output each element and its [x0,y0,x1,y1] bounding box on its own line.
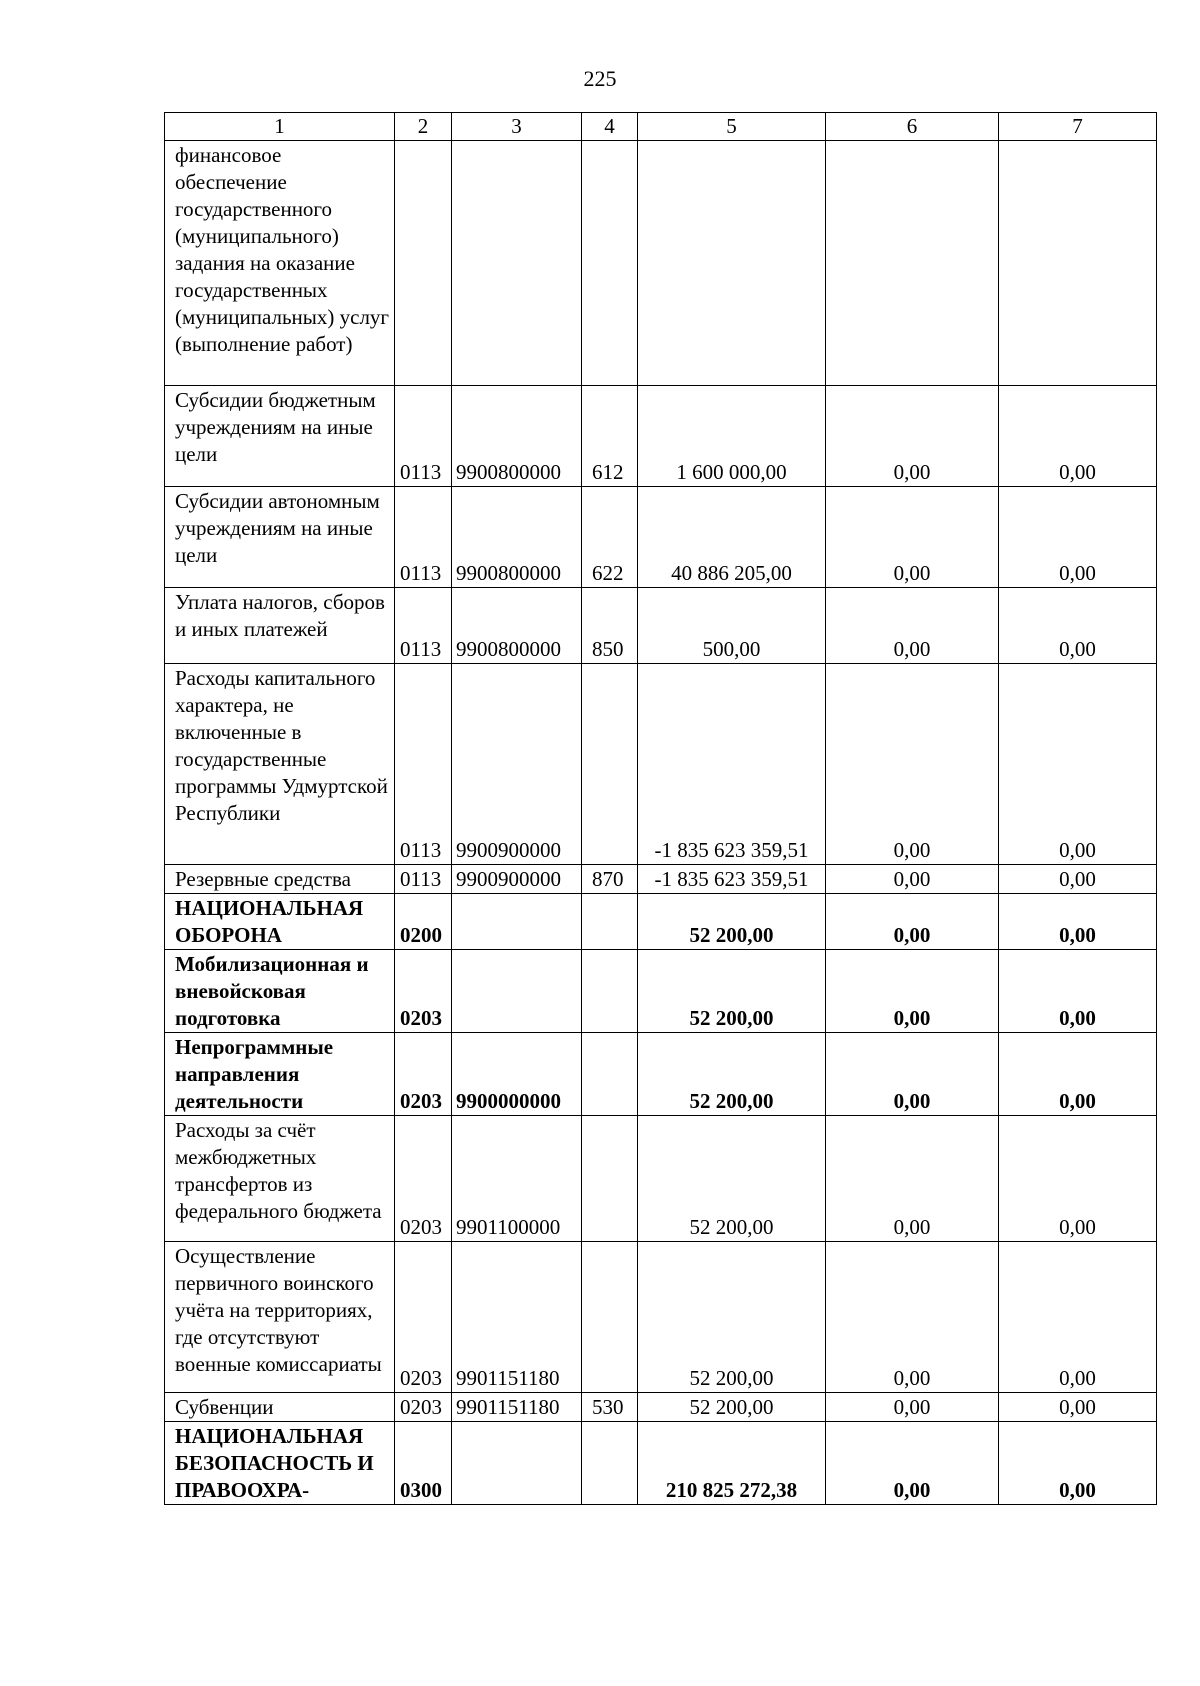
amount-col6-cell: 0,00 [826,386,999,487]
amount-col6-cell: 0,00 [826,1116,999,1242]
expense-type-cell [582,950,638,1033]
target-code-cell: 9900800000 [452,386,582,487]
section-code-cell: 0113 [395,664,452,865]
section-code-cell: 0300 [395,1422,452,1505]
amount-col7-cell: 0,00 [999,1116,1157,1242]
amount-col6-cell: 0,00 [826,1033,999,1116]
target-code-cell: 9901151180 [452,1242,582,1393]
table-row [165,865,1157,894]
expense-type-cell [582,1116,638,1242]
row-name-cell: Субсидии бюджетным учреждениям на иные цели [165,386,395,487]
amount-col5-cell: 500,00 [638,588,826,664]
amount-col7-cell: 0,00 [999,487,1157,588]
target-code-cell: 9900800000 [452,588,582,664]
section-code-cell: 0203 [395,1033,452,1116]
amount-col5-cell: 52 200,00 [638,1242,826,1393]
section-code-cell: 0203 [395,950,452,1033]
table-row [165,1116,1157,1242]
row-name-cell: Непрограммные направления деятельности [165,1033,395,1116]
section-code-cell: 0113 [395,588,452,664]
table-row [165,1033,1157,1116]
target-code-cell: 9900800000 [452,487,582,588]
section-code-cell: 0200 [395,894,452,950]
expense-type-cell [582,894,638,950]
section-code-cell: 0203 [395,1116,452,1242]
amount-col5-cell: 52 200,00 [638,1033,826,1116]
table-row [165,950,1157,1033]
table-row [165,386,1157,487]
column-header: 5 [638,113,826,141]
column-header: 4 [582,113,638,141]
table-row [165,1242,1157,1393]
target-code-cell: 9901151180 [452,1393,582,1422]
amount-col7-cell: 0,00 [999,1422,1157,1505]
row-name-cell: Субсидии автономным учреждениям на иные цели [165,487,395,588]
target-code-cell [452,141,582,386]
table-row [165,141,1157,386]
amount-col7-cell: 0,00 [999,894,1157,950]
row-name-cell: Осуществление первичного воинского учёта на территориях, где отсутствуют военные комиссариаты [165,1242,395,1393]
amount-col5-cell [638,141,826,386]
section-code-cell: 0203 [395,1242,452,1393]
expense-type-cell: 530 [582,1393,638,1422]
section-code-cell [395,141,452,386]
amount-col5-cell: 1 600 000,00 [638,386,826,487]
row-name-cell: Мобилизационная и вневойсковая подготовка [165,950,395,1033]
amount-col7-cell: 0,00 [999,1033,1157,1116]
row-name-cell: Расходы за счёт межбюджетных трансфертов из федерального бюджета [165,1116,395,1242]
amount-col6-cell: 0,00 [826,487,999,588]
amount-col6-cell: 0,00 [826,1393,999,1422]
row-name-cell: Уплата налогов, сборов и иных платежей [165,588,395,664]
target-code-cell [452,1422,582,1505]
amount-col7-cell: 0,00 [999,1393,1157,1422]
amount-col5-cell: -1 835 623 359,51 [638,664,826,865]
page-number: 225 [583,66,617,91]
amount-col7-cell: 0,00 [999,664,1157,865]
amount-col7-cell: 0,00 [999,1242,1157,1393]
amount-col5-cell: 40 886 205,00 [638,487,826,588]
amount-col6-cell: 0,00 [826,1422,999,1505]
amount-col6-cell: 0,00 [826,1242,999,1393]
header-row [165,113,1157,141]
amount-col5-cell: 52 200,00 [638,894,826,950]
target-code-cell: 9900900000 [452,664,582,865]
section-code-cell: 0203 [395,1393,452,1422]
expense-type-cell [582,664,638,865]
section-code-cell: 0113 [395,386,452,487]
table-row [165,1393,1157,1422]
target-code-cell [452,894,582,950]
amount-col6-cell: 0,00 [826,588,999,664]
row-name-cell: Расходы капитального характера, не включенные в государственные программы Удмуртской Республики [165,664,395,865]
column-header: 3 [452,113,582,141]
expense-type-cell: 870 [582,865,638,894]
amount-col7-cell [999,141,1157,386]
expense-type-cell: 612 [582,386,638,487]
target-code-cell: 9900900000 [452,865,582,894]
amount-col5-cell: -1 835 623 359,51 [638,865,826,894]
amount-col6-cell [826,141,999,386]
amount-col7-cell: 0,00 [999,386,1157,487]
row-name-cell: Субвенции [165,1393,395,1422]
expense-type-cell [582,1242,638,1393]
section-code-cell: 0113 [395,487,452,588]
table-row [165,664,1157,865]
expense-type-cell [582,1422,638,1505]
amount-col7-cell: 0,00 [999,865,1157,894]
table-body [165,141,1157,1505]
amount-col5-cell: 210 825 272,38 [638,1422,826,1505]
row-name-cell: финансовое обеспечение государственного (муниципального) задания на оказание государственных (муниципальных) услуг (выполнение работ) [165,141,395,386]
expense-type-cell: 622 [582,487,638,588]
budget-table [164,112,1157,1505]
table-row [165,894,1157,950]
column-header: 6 [826,113,999,141]
amount-col5-cell: 52 200,00 [638,1393,826,1422]
column-header: 2 [395,113,452,141]
amount-col7-cell: 0,00 [999,950,1157,1033]
amount-col5-cell: 52 200,00 [638,950,826,1033]
table-row [165,487,1157,588]
section-code-cell: 0113 [395,865,452,894]
amount-col6-cell: 0,00 [826,865,999,894]
target-code-cell: 9901100000 [452,1116,582,1242]
table-row [165,1422,1157,1505]
amount-col6-cell: 0,00 [826,950,999,1033]
expense-type-cell [582,1033,638,1116]
column-header: 7 [999,113,1157,141]
row-name-cell: НАЦИОНАЛЬНАЯ ОБОРОНА [165,894,395,950]
row-name-cell: НАЦИОНАЛЬНАЯ БЕЗОПАСНОСТЬ И ПРАВООХРА- [165,1422,395,1505]
amount-col6-cell: 0,00 [826,664,999,865]
table-row [165,588,1157,664]
target-code-cell: 9900000000 [452,1033,582,1116]
row-name-cell: Резервные средства [165,865,395,894]
amount-col7-cell: 0,00 [999,588,1157,664]
amount-col5-cell: 52 200,00 [638,1116,826,1242]
expense-type-cell: 850 [582,588,638,664]
amount-col6-cell: 0,00 [826,894,999,950]
column-header: 1 [165,113,395,141]
expense-type-cell [582,141,638,386]
target-code-cell [452,950,582,1033]
